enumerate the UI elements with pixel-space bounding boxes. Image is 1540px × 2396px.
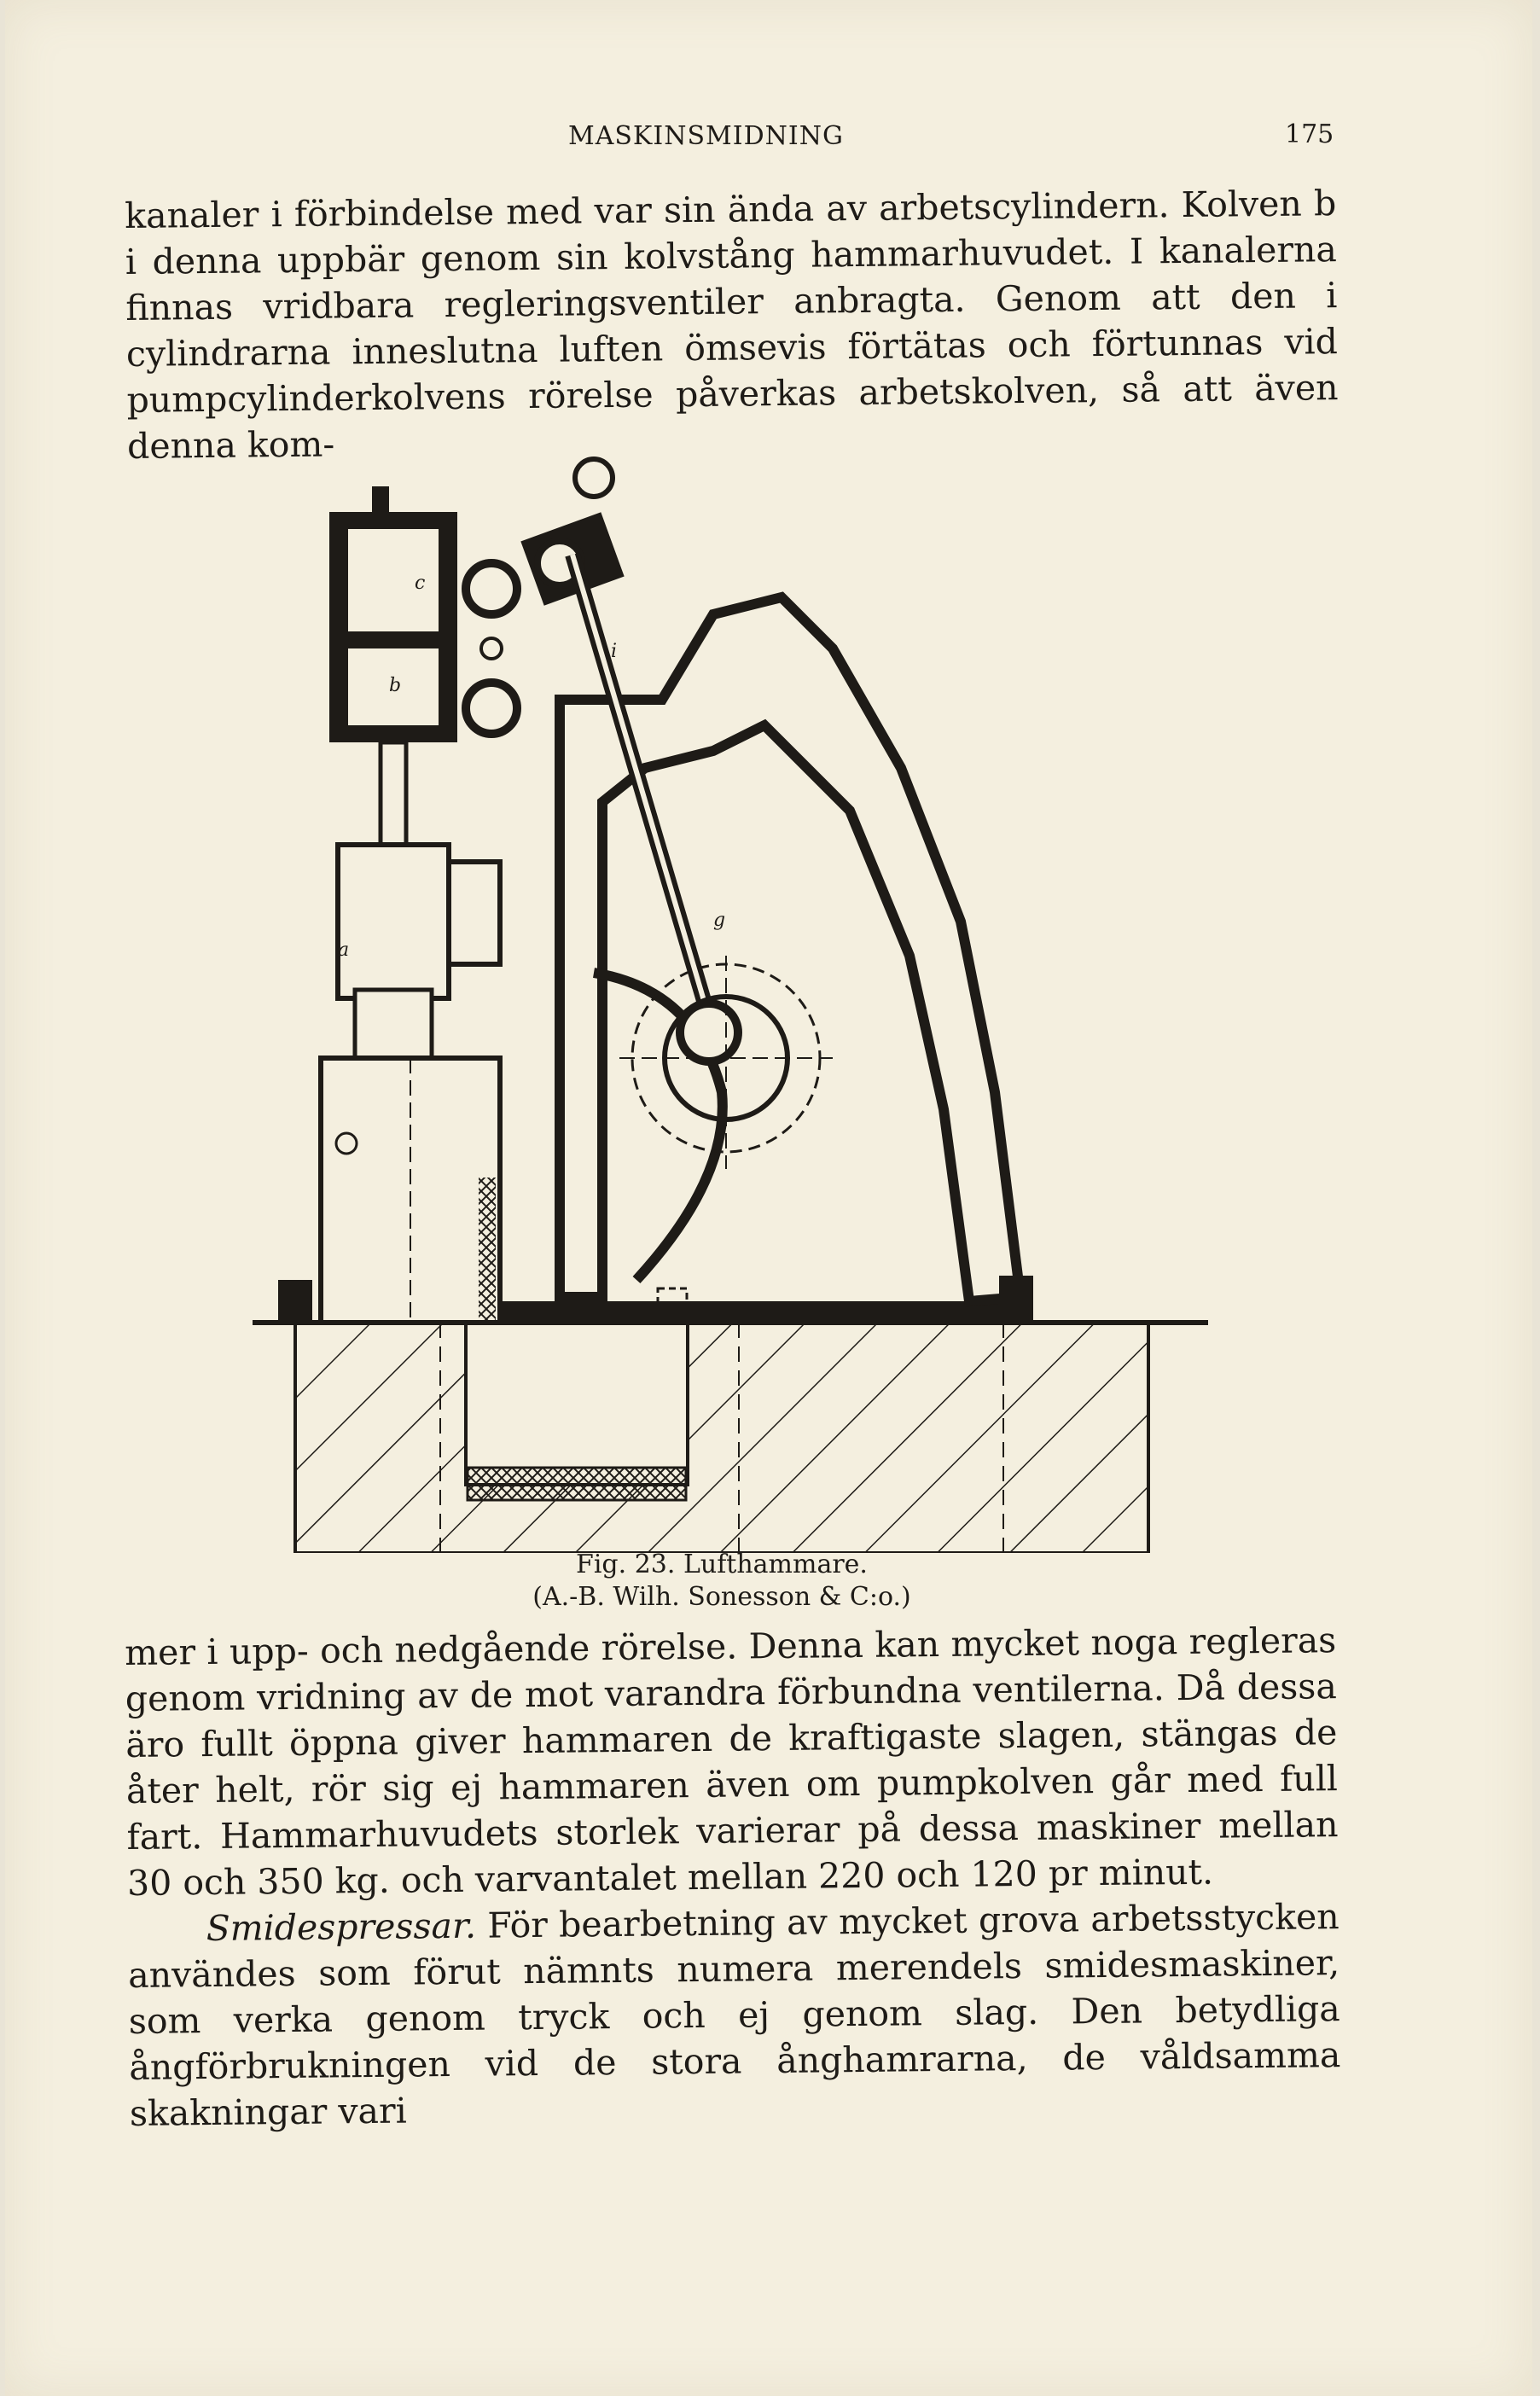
paragraph-continuation: kanaler i förbindelse med var sin ända av arbetscylindern. Kolven b i denna uppbär genom sin kolvstång hammarhuvudet. I kanalerna finnas vridbara regleringsventiler anbragta. Genom att den i cylindrarna inneslutna luften ömsevis förtätas och förtunnas vid pumpcylinderkolvens rörelse påverkas arbetskolven, så att även denna kom- [125, 183, 1339, 467]
running-head: MASKINSMIDNING [568, 121, 844, 151]
anvil-block [321, 1058, 500, 1323]
paragraph-body: För bearbetning av mycket grova arbetsstycken användes som förut nämnts numera merendels smidesmaskiner, som verka genom tryck och ej genom slag. Den betydliga ångförbrukningen vid de stora ånghamrarna, de våldsamma skakningar vari [127, 1896, 1341, 2134]
work-cylinder [329, 486, 457, 742]
valve-link [481, 638, 502, 659]
figure-caption [466, 1549, 978, 1614]
section-run-in-heading: Smidespressar. [206, 1905, 477, 1950]
hammer-ram [338, 742, 500, 1058]
label-g: g [713, 910, 726, 931]
paragraph-hammer-operation: mer i upp- och nedgående rörelse. Denna kan mycket noga regleras genom vridning av de mot varandra förbundna ventilerna. Då dessa äro fullt öppna giver hammaren de kraftigaste slagen, stängas de åter helt, rör sig ej hammaren även om pumpkolven går med full fart. Hammarhuvudets storlek varierar på dessa maskiner mellan 30 och 350 kg. och varvantalet mellan 220 och 120 pr minut. [125, 1620, 1339, 1904]
label-i: i [611, 641, 618, 662]
base-plate [415, 1301, 1029, 1325]
caption-credit: (A.-B. Wilh. Sonesson & C:o.) [532, 1582, 911, 1612]
anchor-bolt-left [278, 1280, 312, 1323]
label-b: b [389, 675, 402, 696]
label-c: c [415, 573, 426, 594]
air-hammer-figure [235, 444, 1242, 1553]
hammer-frame [560, 597, 1020, 1301]
foundation [253, 1323, 1208, 1553]
upper-valve [466, 563, 517, 614]
page-number: 175 [1285, 119, 1334, 149]
caption-title: Fig. 23. Lufthammare. [576, 1550, 868, 1579]
label-a: a [338, 939, 350, 961]
paragraph-forging-presses [127, 1893, 1341, 2137]
anchor-bolt-right [999, 1276, 1033, 1323]
text-after-figure [125, 1617, 1341, 2137]
lower-valve [466, 683, 517, 734]
text-before-figure [125, 180, 1339, 469]
book-page [5, 0, 1532, 2396]
